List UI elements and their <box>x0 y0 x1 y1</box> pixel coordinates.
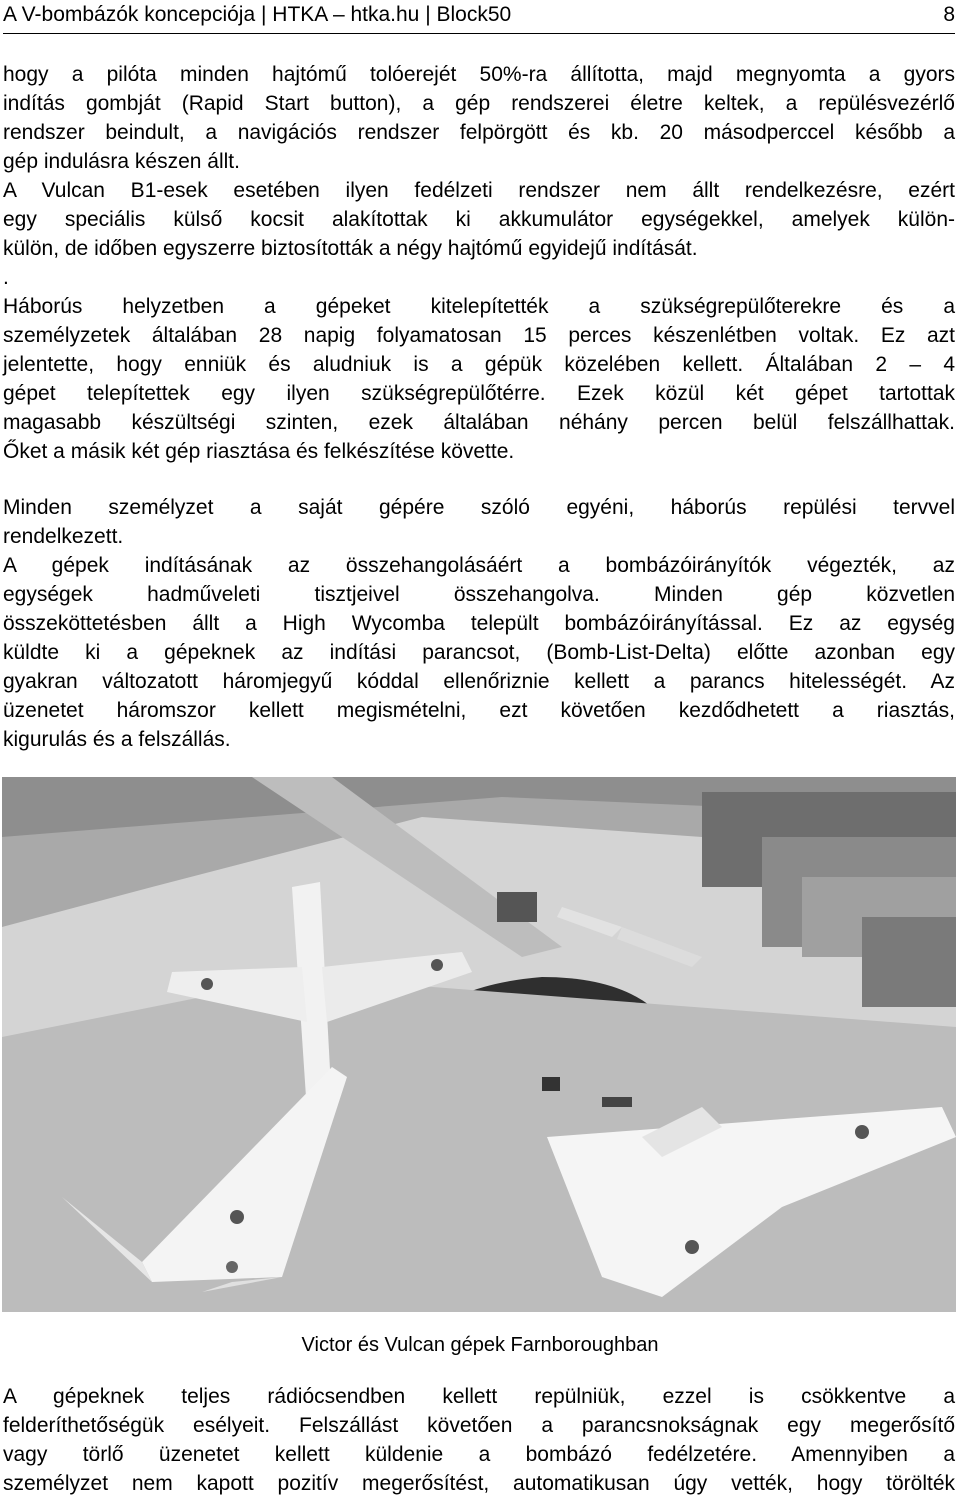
text-line: Háborús helyzetben a gépeket kitelepítették a szükségrepülőterekre és a <box>3 295 955 318</box>
text-line: gépet telepítettek egy ilyen szükségrepülőtérre. Ezek közül két gépet tartottak <box>3 382 955 405</box>
text-line: hogy a pilóta minden hajtómű tolóerejét 50%-ra állította, majd megnyomta a gyors <box>3 63 955 86</box>
paragraph-radio-silence <box>3 1382 955 1498</box>
paragraph-vulcan-b1 <box>3 176 955 263</box>
paragraph-war-deployment <box>3 263 955 466</box>
text-line: vagy törlő üzenetet kellett küldenie a bombázó fedélzetére. Amennyiben a <box>3 1443 955 1466</box>
page-header <box>3 2 955 30</box>
text-line: . <box>3 266 9 289</box>
text-line: üzenetet háromszor kellett megismételni, ezt követően kezdődhetett a riasztás, <box>3 699 955 722</box>
text-line: Őket a másik két gép riasztása és felkészítése követte. <box>3 440 515 463</box>
text-line: jelentette, hogy enniük és aludniuk is a gépük közelében kellett. Általában 2 – 4 <box>3 353 955 376</box>
text-line: összeköttetésben állt a High Wycomba települt bombázóirányítással. Ez az egység <box>3 612 955 635</box>
header-title: A V-bombázók koncepciója | HTKA – htka.hu | Block50 <box>3 3 512 26</box>
text-line: A gépek indításának az összehangolásáért a bombázóirányítók végezték, az <box>3 554 955 577</box>
text-line: személyzet nem kapott pozitív megerősítést, automatikusan úgy vették, hogy törölték <box>3 1472 955 1495</box>
text-line: Minden személyzet a saját gépére szóló egyéni, háborús repülési tervvel <box>3 496 955 519</box>
airfield-photo <box>2 777 956 1312</box>
text-line: egy speciális külső kocsit alakítottak ki akkumulátor egységekkel, amelyek külön- <box>3 208 955 231</box>
header-divider <box>3 33 955 34</box>
paragraph-launch-coordination <box>3 551 955 754</box>
paragraph-rapid-start <box>3 60 955 176</box>
page-number: 8 <box>943 3 955 26</box>
text-line: A Vulcan B1-esek esetében ilyen fedélzeti rendszer nem állt rendelkezésre, ezért <box>3 179 955 202</box>
paragraph-flight-plan <box>3 493 955 551</box>
text-line: egységek hadműveleti tisztjeivel összehangolva. Minden gép közvetlen <box>3 583 955 606</box>
text-line: gyakran változatott háromjegyű kóddal ellenőriznie kellett a parancs hitelességét. Az <box>3 670 955 693</box>
text-line: magasabb készültségi szinten, ezek általában néhány percen belül felszállhattak. <box>3 411 955 434</box>
text-line: gép indulásra készen állt. <box>3 150 240 173</box>
figure-caption: Victor és Vulcan gépek Farnboroughban <box>301 1334 659 1356</box>
text-line: A gépeknek teljes rádiócsendben kellett repülniük, ezzel is csökkentve a <box>3 1385 955 1408</box>
text-line: személyzetek általában 28 napig folyamatosan 15 perces készenlétben voltak. Ez azt <box>3 324 955 347</box>
text-line: felderíthetőségük esélyeit. Felszállást követően a parancsnokságnak egy megerősítő <box>3 1414 955 1437</box>
text-line: indítás gombját (Rapid Start button), a gép rendszerei életre keltek, a repülésvezérlő <box>3 92 955 115</box>
text-line: külön, de időben egyszerre biztosították a négy hajtómű egyidejű indítását. <box>3 237 698 260</box>
text-line: rendszer beindult, a navigációs rendszer felpörgött és kb. 20 másodperccel később a <box>3 121 955 144</box>
text-line: kigurulás és a felszállás. <box>3 728 231 751</box>
text-line: küldte ki a gépeknek az indítási parancsot, (Bomb-List-Delta) előtte azonban egy <box>3 641 955 664</box>
text-line: rendelkezett. <box>3 525 124 548</box>
